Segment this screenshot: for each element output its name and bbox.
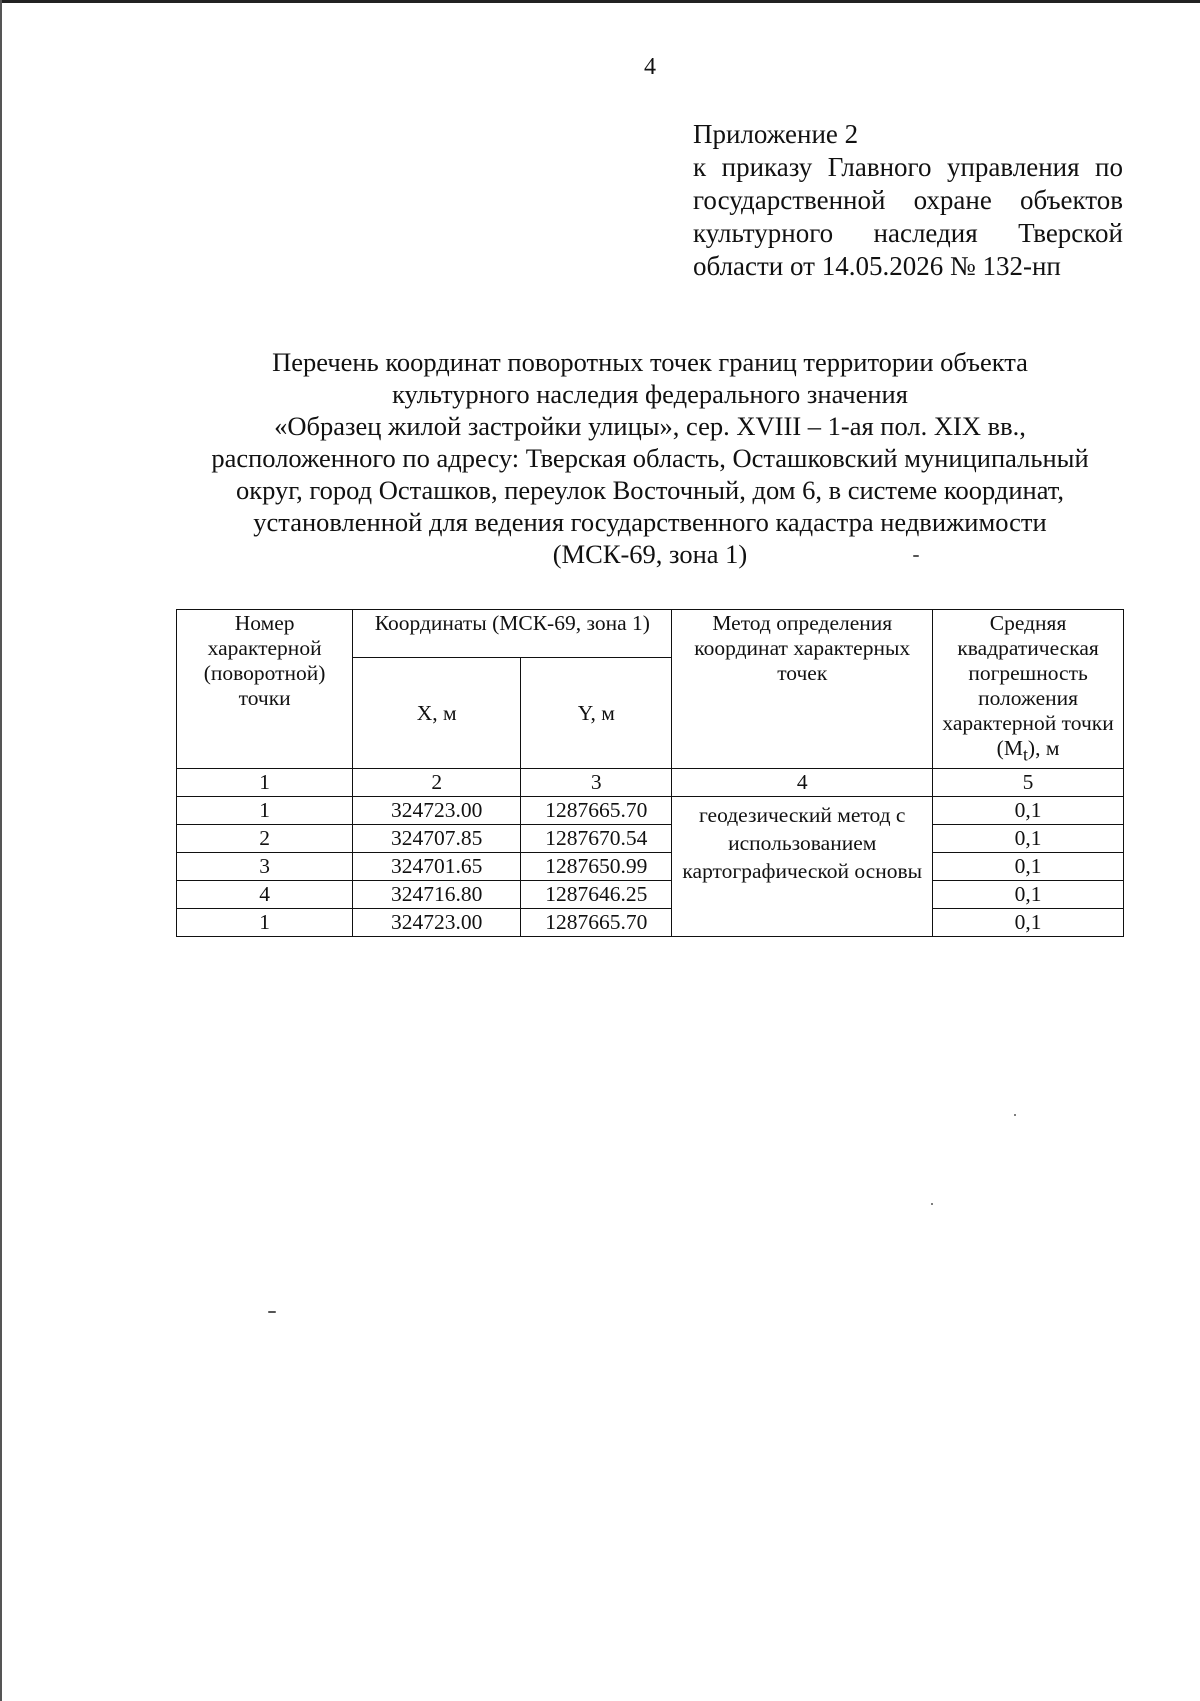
header-method: Метод определения координат характерных точек [672, 610, 933, 769]
cell-error: 0,1 [933, 797, 1124, 825]
header-y: Y, м [521, 658, 672, 769]
cell-point: 1 [177, 909, 353, 937]
cell-point: 3 [177, 853, 353, 881]
header-error [933, 610, 1124, 769]
title-line: установленной для ведения государственного кадастра недвижимости [253, 507, 1047, 537]
cell-point: 1 [177, 797, 353, 825]
appendix-line: культурного наследия Тверской [693, 218, 1123, 248]
header-coordinates: Координаты (МСК-69, зона 1) [353, 610, 672, 658]
appendix-line: государственной охране объектов [693, 185, 1123, 215]
coordinates-table [176, 609, 1124, 937]
scan-edge-left [0, 0, 2, 1701]
cell-y: 1287646.25 [521, 881, 672, 909]
table-row [177, 825, 1124, 853]
table-row [177, 909, 1124, 937]
cell-error: 0,1 [933, 881, 1124, 909]
header-error-suffix: ), м [1027, 736, 1060, 760]
cell-y: 1287650.99 [521, 853, 672, 881]
header-point-number: Номер характерной (поворотной) точки [177, 610, 353, 769]
column-number: 2 [353, 769, 521, 797]
cell-error: 0,1 [933, 909, 1124, 937]
scan-speck [1014, 1114, 1016, 1116]
appendix-block [693, 118, 1123, 283]
table-row [177, 797, 1124, 825]
cell-x: 324723.00 [353, 797, 521, 825]
scan-speck [931, 1203, 933, 1205]
header-error-sub: t [1022, 744, 1028, 765]
scan-edge-top [0, 0, 1200, 3]
cell-y: 1287670.54 [521, 825, 672, 853]
cell-point: 4 [177, 881, 353, 909]
header-error-text: Средняя квадратическая погрешность положения характерной точки (M [942, 611, 1114, 760]
cell-x: 324723.00 [353, 909, 521, 937]
cell-x: 324716.80 [353, 881, 521, 909]
title-line: округ, город Осташков, переулок Восточный, дом 6, в системе координат, [236, 475, 1064, 505]
title-line: культурного наследия федерального значения [392, 379, 908, 409]
page-number: 4 [644, 54, 656, 80]
header-x: X, м [353, 658, 521, 769]
table-row [177, 881, 1124, 909]
cell-y: 1287665.70 [521, 909, 672, 937]
column-number: 1 [177, 769, 353, 797]
appendix-line: к приказу Главного управления по [693, 152, 1123, 182]
cell-point: 2 [177, 825, 353, 853]
cell-y: 1287665.70 [521, 797, 672, 825]
title-line: Перечень координат поворотных точек границ территории объекта [272, 347, 1028, 377]
title-line: «Образец жилой застройки улицы», сер. XVIII – 1-ая пол. XIX вв., [274, 411, 1026, 441]
document-title [160, 346, 1140, 570]
cell-x: 324707.85 [353, 825, 521, 853]
column-number: 5 [933, 769, 1124, 797]
column-number: 3 [521, 769, 672, 797]
table-row [177, 853, 1124, 881]
scan-speck [913, 555, 919, 557]
title-line: расположенного по адресу: Тверская область, Осташковский муниципальный [211, 443, 1089, 473]
cell-x: 324701.65 [353, 853, 521, 881]
cell-method: геодезический метод с использованием картографической основы [672, 797, 933, 937]
appendix-title: Приложение 2 [693, 119, 859, 149]
cell-error: 0,1 [933, 825, 1124, 853]
scan-speck [268, 1311, 276, 1313]
header-row [177, 610, 1124, 658]
column-number-row [177, 769, 1124, 797]
cell-error: 0,1 [933, 853, 1124, 881]
column-number: 4 [672, 769, 933, 797]
title-line: (МСК-69, зона 1) [552, 539, 748, 569]
appendix-line: области от 14.05.2026 № 132-нп [693, 251, 1061, 281]
